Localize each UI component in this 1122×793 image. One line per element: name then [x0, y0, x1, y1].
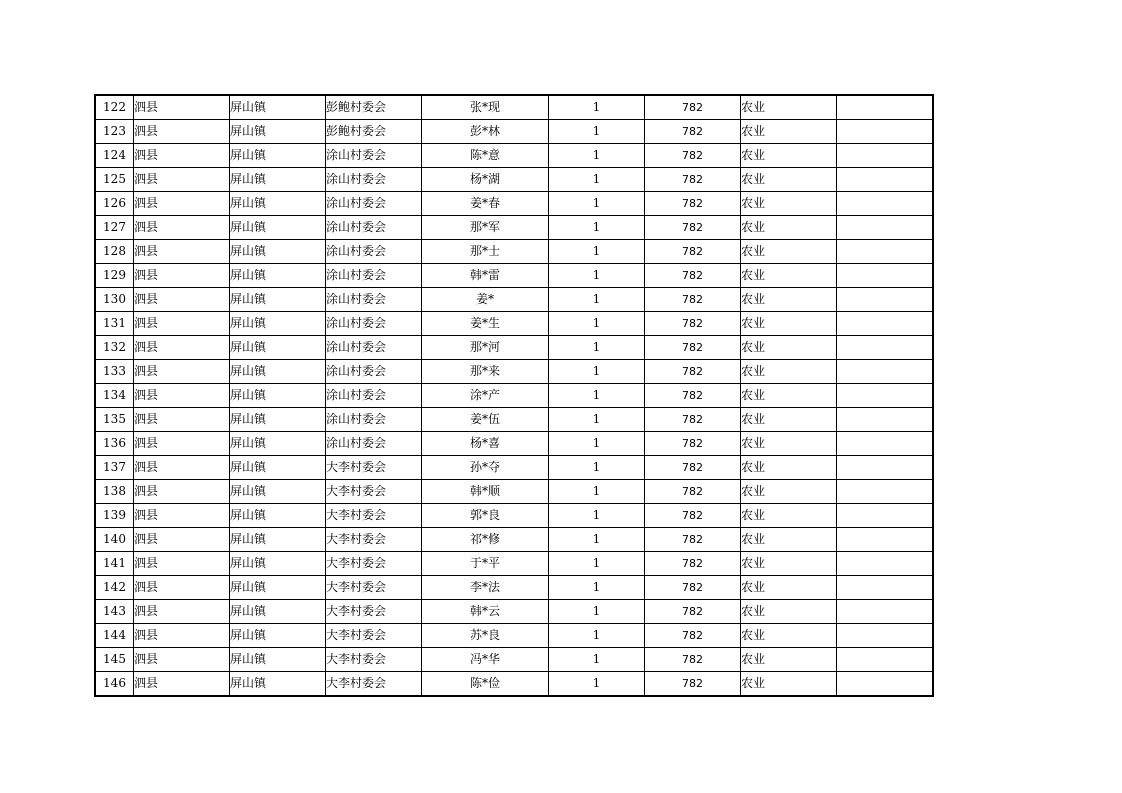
beneficiary-table — [94, 94, 934, 697]
table-row — [95, 624, 933, 648]
table-row — [95, 95, 933, 120]
village-committee-cell: 涂山村委会 — [326, 144, 422, 168]
sector-cell: 农业 — [741, 360, 837, 384]
amount-cell: 782 — [645, 264, 741, 288]
table-row — [95, 240, 933, 264]
town-cell: 屏山镇 — [230, 504, 326, 528]
name-cell: 陈*俭 — [422, 672, 549, 697]
amount-cell: 782 — [645, 552, 741, 576]
town-cell: 屏山镇 — [230, 576, 326, 600]
county-cell: 泗县 — [134, 480, 230, 504]
county-cell: 泗县 — [134, 192, 230, 216]
village-committee-cell: 大李村委会 — [326, 528, 422, 552]
village-committee-cell: 涂山村委会 — [326, 240, 422, 264]
count-cell: 1 — [549, 168, 645, 192]
count-cell: 1 — [549, 672, 645, 697]
row-number-cell: 124 — [95, 144, 134, 168]
sector-cell: 农业 — [741, 288, 837, 312]
village-committee-cell: 大李村委会 — [326, 552, 422, 576]
village-committee-cell: 涂山村委会 — [326, 432, 422, 456]
village-committee-cell: 涂山村委会 — [326, 384, 422, 408]
name-cell: 祁*修 — [422, 528, 549, 552]
town-cell: 屏山镇 — [230, 264, 326, 288]
sector-cell: 农业 — [741, 576, 837, 600]
sector-cell: 农业 — [741, 95, 837, 120]
town-cell: 屏山镇 — [230, 144, 326, 168]
note-cell — [837, 408, 934, 432]
town-cell: 屏山镇 — [230, 600, 326, 624]
table-row — [95, 336, 933, 360]
sector-cell: 农业 — [741, 648, 837, 672]
town-cell: 屏山镇 — [230, 192, 326, 216]
count-cell: 1 — [549, 192, 645, 216]
note-cell — [837, 432, 934, 456]
table-row — [95, 432, 933, 456]
county-cell: 泗县 — [134, 264, 230, 288]
amount-cell: 782 — [645, 168, 741, 192]
table-row — [95, 288, 933, 312]
table-row — [95, 168, 933, 192]
count-cell: 1 — [549, 480, 645, 504]
name-cell: 杨*湖 — [422, 168, 549, 192]
note-cell — [837, 168, 934, 192]
amount-cell: 782 — [645, 288, 741, 312]
county-cell: 泗县 — [134, 120, 230, 144]
name-cell: 杨*喜 — [422, 432, 549, 456]
amount-cell: 782 — [645, 408, 741, 432]
amount-cell: 782 — [645, 312, 741, 336]
note-cell — [837, 336, 934, 360]
amount-cell: 782 — [645, 144, 741, 168]
count-cell: 1 — [549, 95, 645, 120]
row-number-cell: 127 — [95, 216, 134, 240]
row-number-cell: 143 — [95, 600, 134, 624]
row-number-cell: 131 — [95, 312, 134, 336]
row-number-cell: 128 — [95, 240, 134, 264]
village-committee-cell: 大李村委会 — [326, 576, 422, 600]
count-cell: 1 — [549, 264, 645, 288]
count-cell: 1 — [549, 240, 645, 264]
county-cell: 泗县 — [134, 216, 230, 240]
table-row — [95, 600, 933, 624]
town-cell: 屏山镇 — [230, 168, 326, 192]
note-cell — [837, 600, 934, 624]
name-cell: 李*法 — [422, 576, 549, 600]
amount-cell: 782 — [645, 624, 741, 648]
name-cell: 韩*顺 — [422, 480, 549, 504]
table-row — [95, 528, 933, 552]
row-number-cell: 139 — [95, 504, 134, 528]
table-row — [95, 504, 933, 528]
county-cell: 泗县 — [134, 456, 230, 480]
count-cell: 1 — [549, 528, 645, 552]
row-number-cell: 130 — [95, 288, 134, 312]
town-cell: 屏山镇 — [230, 336, 326, 360]
note-cell — [837, 528, 934, 552]
sector-cell: 农业 — [741, 432, 837, 456]
amount-cell: 782 — [645, 456, 741, 480]
row-number-cell: 135 — [95, 408, 134, 432]
count-cell: 1 — [549, 336, 645, 360]
row-number-cell: 142 — [95, 576, 134, 600]
note-cell — [837, 648, 934, 672]
county-cell: 泗县 — [134, 648, 230, 672]
county-cell: 泗县 — [134, 624, 230, 648]
county-cell: 泗县 — [134, 336, 230, 360]
note-cell — [837, 192, 934, 216]
row-number-cell: 136 — [95, 432, 134, 456]
count-cell: 1 — [549, 120, 645, 144]
town-cell: 屏山镇 — [230, 408, 326, 432]
name-cell: 于*平 — [422, 552, 549, 576]
village-committee-cell: 大李村委会 — [326, 648, 422, 672]
name-cell: 那*来 — [422, 360, 549, 384]
table-row — [95, 672, 933, 697]
town-cell: 屏山镇 — [230, 120, 326, 144]
town-cell: 屏山镇 — [230, 95, 326, 120]
amount-cell: 782 — [645, 336, 741, 360]
row-number-cell: 122 — [95, 95, 134, 120]
county-cell: 泗县 — [134, 144, 230, 168]
county-cell: 泗县 — [134, 95, 230, 120]
row-number-cell: 125 — [95, 168, 134, 192]
row-number-cell: 129 — [95, 264, 134, 288]
amount-cell: 782 — [645, 432, 741, 456]
count-cell: 1 — [549, 648, 645, 672]
row-number-cell: 137 — [95, 456, 134, 480]
amount-cell: 782 — [645, 240, 741, 264]
count-cell: 1 — [549, 576, 645, 600]
county-cell: 泗县 — [134, 552, 230, 576]
row-number-cell: 141 — [95, 552, 134, 576]
name-cell: 郭*良 — [422, 504, 549, 528]
amount-cell: 782 — [645, 504, 741, 528]
village-committee-cell: 涂山村委会 — [326, 192, 422, 216]
village-committee-cell: 涂山村委会 — [326, 288, 422, 312]
note-cell — [837, 456, 934, 480]
count-cell: 1 — [549, 408, 645, 432]
sector-cell: 农业 — [741, 312, 837, 336]
village-committee-cell: 涂山村委会 — [326, 336, 422, 360]
name-cell: 苏*良 — [422, 624, 549, 648]
town-cell: 屏山镇 — [230, 672, 326, 697]
county-cell: 泗县 — [134, 672, 230, 697]
sector-cell: 农业 — [741, 144, 837, 168]
count-cell: 1 — [549, 144, 645, 168]
amount-cell: 782 — [645, 648, 741, 672]
note-cell — [837, 504, 934, 528]
amount-cell: 782 — [645, 120, 741, 144]
count-cell: 1 — [549, 216, 645, 240]
amount-cell: 782 — [645, 672, 741, 697]
amount-cell: 782 — [645, 360, 741, 384]
sector-cell: 农业 — [741, 120, 837, 144]
amount-cell: 782 — [645, 192, 741, 216]
count-cell: 1 — [549, 504, 645, 528]
count-cell: 1 — [549, 600, 645, 624]
sector-cell: 农业 — [741, 240, 837, 264]
town-cell: 屏山镇 — [230, 312, 326, 336]
table-row — [95, 192, 933, 216]
note-cell — [837, 312, 934, 336]
table-body — [95, 95, 933, 696]
row-number-cell: 138 — [95, 480, 134, 504]
note-cell — [837, 240, 934, 264]
town-cell: 屏山镇 — [230, 528, 326, 552]
sector-cell: 农业 — [741, 264, 837, 288]
name-cell: 韩*雷 — [422, 264, 549, 288]
sector-cell: 农业 — [741, 384, 837, 408]
note-cell — [837, 120, 934, 144]
name-cell: 姜* — [422, 288, 549, 312]
sector-cell: 农业 — [741, 192, 837, 216]
note-cell — [837, 144, 934, 168]
town-cell: 屏山镇 — [230, 216, 326, 240]
row-number-cell: 132 — [95, 336, 134, 360]
village-committee-cell: 彭鲍村委会 — [326, 95, 422, 120]
row-number-cell: 126 — [95, 192, 134, 216]
table-row — [95, 384, 933, 408]
row-number-cell: 123 — [95, 120, 134, 144]
village-committee-cell: 大李村委会 — [326, 480, 422, 504]
note-cell — [837, 360, 934, 384]
amount-cell: 782 — [645, 216, 741, 240]
table-row — [95, 264, 933, 288]
table-row — [95, 360, 933, 384]
table-row — [95, 216, 933, 240]
town-cell: 屏山镇 — [230, 552, 326, 576]
county-cell: 泗县 — [134, 312, 230, 336]
name-cell: 姜*生 — [422, 312, 549, 336]
sector-cell: 农业 — [741, 528, 837, 552]
table-row — [95, 480, 933, 504]
village-committee-cell: 涂山村委会 — [326, 408, 422, 432]
note-cell — [837, 216, 934, 240]
village-committee-cell: 大李村委会 — [326, 624, 422, 648]
town-cell: 屏山镇 — [230, 240, 326, 264]
count-cell: 1 — [549, 312, 645, 336]
town-cell: 屏山镇 — [230, 432, 326, 456]
table-row — [95, 312, 933, 336]
note-cell — [837, 95, 934, 120]
name-cell: 涂*产 — [422, 384, 549, 408]
table-row — [95, 120, 933, 144]
sector-cell: 农业 — [741, 408, 837, 432]
town-cell: 屏山镇 — [230, 360, 326, 384]
amount-cell: 782 — [645, 384, 741, 408]
county-cell: 泗县 — [134, 432, 230, 456]
amount-cell: 782 — [645, 480, 741, 504]
name-cell: 彭*林 — [422, 120, 549, 144]
note-cell — [837, 480, 934, 504]
note-cell — [837, 576, 934, 600]
county-cell: 泗县 — [134, 384, 230, 408]
name-cell: 那*军 — [422, 216, 549, 240]
count-cell: 1 — [549, 360, 645, 384]
note-cell — [837, 288, 934, 312]
name-cell: 那*河 — [422, 336, 549, 360]
row-number-cell: 134 — [95, 384, 134, 408]
county-cell: 泗县 — [134, 288, 230, 312]
village-committee-cell: 涂山村委会 — [326, 312, 422, 336]
row-number-cell: 144 — [95, 624, 134, 648]
name-cell: 张*现 — [422, 95, 549, 120]
sector-cell: 农业 — [741, 504, 837, 528]
county-cell: 泗县 — [134, 168, 230, 192]
village-committee-cell: 大李村委会 — [326, 672, 422, 697]
count-cell: 1 — [549, 624, 645, 648]
village-committee-cell: 涂山村委会 — [326, 168, 422, 192]
town-cell: 屏山镇 — [230, 456, 326, 480]
amount-cell: 782 — [645, 528, 741, 552]
amount-cell: 782 — [645, 600, 741, 624]
note-cell — [837, 552, 934, 576]
sector-cell: 农业 — [741, 480, 837, 504]
name-cell: 冯*华 — [422, 648, 549, 672]
table-row — [95, 648, 933, 672]
town-cell: 屏山镇 — [230, 480, 326, 504]
sector-cell: 农业 — [741, 624, 837, 648]
county-cell: 泗县 — [134, 360, 230, 384]
county-cell: 泗县 — [134, 408, 230, 432]
village-committee-cell: 大李村委会 — [326, 600, 422, 624]
name-cell: 那*士 — [422, 240, 549, 264]
name-cell: 陈*意 — [422, 144, 549, 168]
count-cell: 1 — [549, 384, 645, 408]
note-cell — [837, 624, 934, 648]
row-number-cell: 146 — [95, 672, 134, 697]
sector-cell: 农业 — [741, 552, 837, 576]
sector-cell: 农业 — [741, 672, 837, 697]
town-cell: 屏山镇 — [230, 648, 326, 672]
count-cell: 1 — [549, 288, 645, 312]
amount-cell: 782 — [645, 576, 741, 600]
name-cell: 孙*夺 — [422, 456, 549, 480]
row-number-cell: 145 — [95, 648, 134, 672]
count-cell: 1 — [549, 456, 645, 480]
town-cell: 屏山镇 — [230, 624, 326, 648]
sector-cell: 农业 — [741, 168, 837, 192]
table-row — [95, 576, 933, 600]
note-cell — [837, 264, 934, 288]
count-cell: 1 — [549, 552, 645, 576]
table-row — [95, 456, 933, 480]
village-committee-cell: 大李村委会 — [326, 504, 422, 528]
sector-cell: 农业 — [741, 216, 837, 240]
village-committee-cell: 涂山村委会 — [326, 264, 422, 288]
table-row — [95, 408, 933, 432]
town-cell: 屏山镇 — [230, 384, 326, 408]
name-cell: 姜*伍 — [422, 408, 549, 432]
count-cell: 1 — [549, 432, 645, 456]
village-committee-cell: 大李村委会 — [326, 456, 422, 480]
name-cell: 姜*春 — [422, 192, 549, 216]
row-number-cell: 133 — [95, 360, 134, 384]
village-committee-cell: 涂山村委会 — [326, 360, 422, 384]
village-committee-cell: 彭鲍村委会 — [326, 120, 422, 144]
note-cell — [837, 384, 934, 408]
sector-cell: 农业 — [741, 336, 837, 360]
name-cell: 韩*云 — [422, 600, 549, 624]
town-cell: 屏山镇 — [230, 288, 326, 312]
note-cell — [837, 672, 934, 697]
row-number-cell: 140 — [95, 528, 134, 552]
sector-cell: 农业 — [741, 456, 837, 480]
table-row — [95, 552, 933, 576]
county-cell: 泗县 — [134, 576, 230, 600]
county-cell: 泗县 — [134, 600, 230, 624]
document-page — [94, 94, 934, 697]
county-cell: 泗县 — [134, 528, 230, 552]
sector-cell: 农业 — [741, 600, 837, 624]
county-cell: 泗县 — [134, 504, 230, 528]
county-cell: 泗县 — [134, 240, 230, 264]
table-row — [95, 144, 933, 168]
amount-cell: 782 — [645, 95, 741, 120]
village-committee-cell: 涂山村委会 — [326, 216, 422, 240]
